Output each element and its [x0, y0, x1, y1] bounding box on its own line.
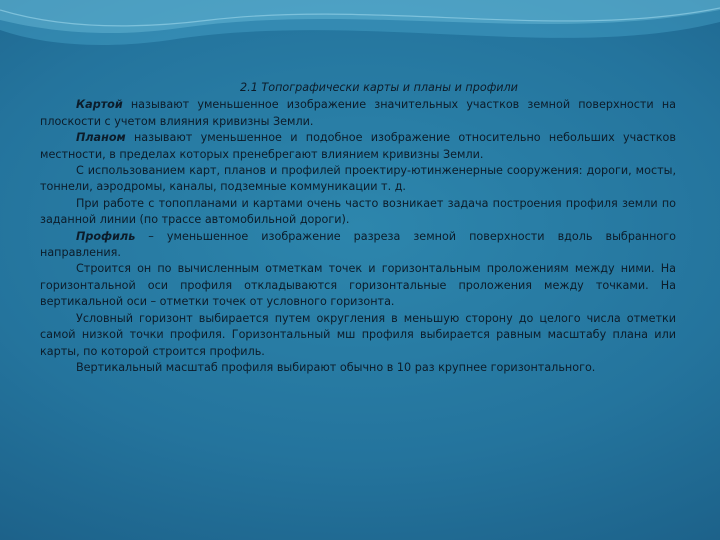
paragraph-map-definition [40, 97, 676, 130]
slide-content [40, 80, 676, 376]
paragraph-profile-definition [40, 229, 676, 262]
paragraph-text: называют уменьшенное изображение значительных участков земной поверхности на плоскости с учетом влияния кривизны Земли. [40, 98, 676, 128]
paragraph-plan-definition [40, 130, 676, 163]
paragraph-text: Условный горизонт выбирается путем округления в меньшую сторону до целого числа отметки самой низкой точки профиля. Горизонтальный мш профиля выбирается равным масштабу плана или карты, по которой строится профиль. [40, 311, 676, 358]
paragraph-profile-construction [40, 261, 676, 310]
paragraph-profile-task [40, 196, 676, 229]
term-map: Картой [76, 98, 123, 112]
paragraph-text: Вертикальный масштаб профиля выбирают обычно в 10 раз крупнее горизонтального. [76, 360, 596, 374]
paragraph-text: Строится он по вычисленным отметкам точек и горизонтальным проложениям между ними. На горизонтальной оси профиля откладываются горизонтальные проложения между точками. На вертикальной оси – отметки точек от условного горизонта. [40, 262, 676, 309]
term-profile: Профиль [76, 229, 136, 243]
paragraph-text: При работе с топопланами и картами очень часто возникает задача построения профиля земли по заданной линии (по трассе автомобильной дороги). [40, 196, 676, 227]
paragraph-conditional-horizon [40, 311, 676, 360]
top-wave-decoration [0, 0, 720, 70]
term-plan: Планом [76, 131, 126, 145]
paragraph-engineering-structures [40, 163, 676, 196]
slide-title: 2.1 Топографически карты и планы и профили [240, 81, 518, 94]
paragraph-text: называют уменьшенное и подобное изображение относительно небольших участков местности, в пределах которых пренебрегают влиянием кривизны Земли. [40, 131, 676, 161]
paragraph-text: С использованием карт, планов и профилей проектиру-ютинженерные сооружения: дороги, мосты, тоннели, аэродромы, каналы, подземные коммуникации т. д. [40, 164, 676, 194]
paragraph-text: – уменьшенное изображение разреза земной поверхности вдоль выбранного направления. [40, 229, 676, 260]
paragraph-vertical-scale [40, 360, 676, 376]
